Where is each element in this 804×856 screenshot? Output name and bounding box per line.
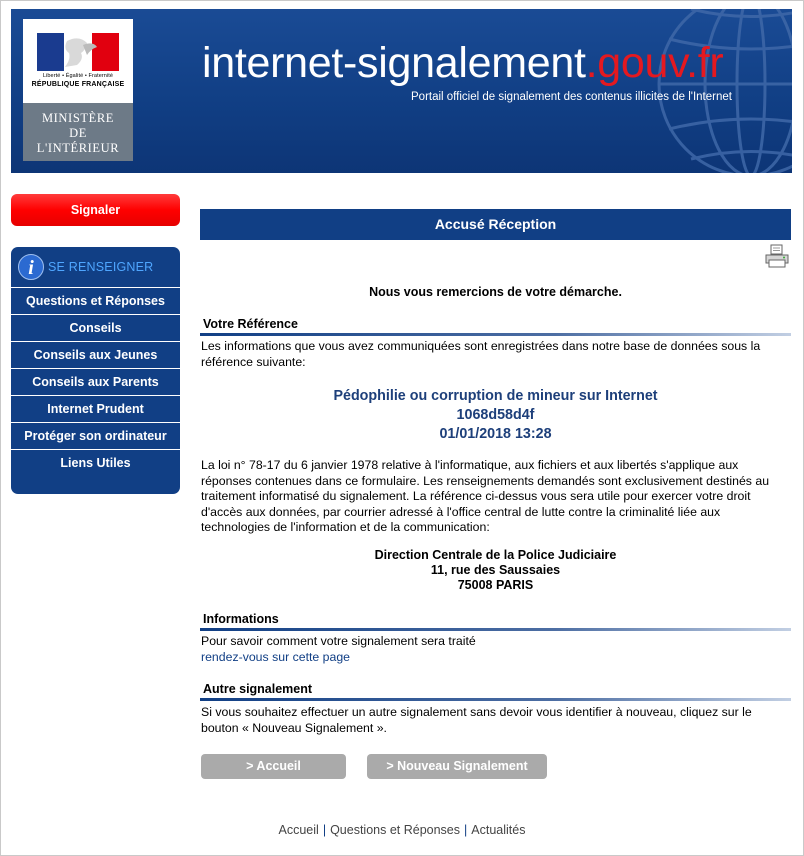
logo-ministry-line3: L'INTÉRIEUR (36, 141, 120, 155)
panel-title: SE RENSEIGNER (48, 260, 154, 274)
reference-heading (200, 317, 791, 331)
informations-heading-underline (200, 628, 791, 631)
marianne-logo-icon (37, 33, 119, 71)
sidebar-item-liens-utiles[interactable]: Liens Utiles (11, 449, 180, 476)
thanks-message: Nous vous remercions de votre démarche. (369, 285, 622, 299)
info-icon: i (18, 254, 44, 280)
address-line1: Direction Centrale de la Police Judiciaire (374, 548, 617, 562)
logo-republic: RÉPUBLIQUE FRANÇAISE (31, 81, 125, 88)
reference-intro: Les informations que vous avez communiquées sont enregistrées dans notre base de données sous la référence suivante: (201, 339, 761, 369)
informations-text (201, 634, 786, 665)
footer-separator: | (464, 823, 468, 837)
sidebar-item-conseils-jeunes[interactable]: Conseils aux Jeunes (11, 341, 180, 368)
sidebar-item-conseils-parents[interactable]: Conseils aux Parents (11, 368, 180, 395)
autre-signalement-text: Si vous souhaitez effectuer un autre signalement sans devoir vous identifier à nouveau, cliquez sur le bouton « Nouveau Signalement ». (201, 705, 752, 735)
se-renseigner-panel (11, 247, 180, 494)
panel-header (11, 247, 180, 287)
sidebar-item-conseils[interactable]: Conseils (11, 314, 180, 341)
reference-heading-underline (200, 333, 791, 336)
footer (0, 823, 804, 837)
main-content (200, 209, 791, 773)
reference-datetime: 01/01/2018 13:28 (439, 426, 552, 442)
site-header (11, 9, 792, 173)
autre-signalement-heading (200, 682, 791, 696)
signaler-button[interactable]: Signaler (11, 194, 180, 226)
postal-address (200, 548, 791, 593)
logo-ministry-line2: DE (69, 126, 87, 140)
sidebar-item-proteger-ordinateur[interactable]: Protéger son ordinateur (11, 422, 180, 449)
logo-ministry-line1: MINISTÈRE (41, 111, 115, 125)
reference-code: 1068d58d4f (456, 407, 535, 423)
page-title: Accusé Réception (200, 209, 791, 240)
sidebar-menu (11, 287, 180, 476)
autre-signalement-heading-underline (200, 698, 791, 701)
sidebar-item-questions-reponses[interactable]: Questions et Réponses (11, 287, 180, 314)
site-tagline: Portail officiel de signalement des contenus illicites de l'Internet (411, 91, 732, 103)
ministry-logo[interactable] (23, 19, 133, 161)
reference-heading-text: Votre Référence (203, 317, 298, 331)
footer-link-actualites[interactable]: Actualités (471, 823, 526, 837)
accueil-button[interactable]: > Accueil (201, 754, 346, 779)
footer-separator: | (322, 823, 327, 837)
footer-link-accueil[interactable]: Accueil (278, 823, 319, 837)
address-line3: 75008 PARIS (457, 578, 534, 592)
site-title-main: internet-signalement (202, 39, 586, 87)
printer-icon[interactable] (764, 243, 790, 269)
informations-text-line: Pour savoir comment votre signalement sera traité (201, 634, 476, 648)
site-title (202, 39, 723, 88)
site-title-suffix: gouv.fr (597, 39, 724, 87)
sidebar-item-internet-prudent[interactable]: Internet Prudent (11, 395, 180, 422)
informations-heading (200, 612, 791, 626)
law-text: La loi n° 78-17 du 6 janvier 1978 relative à l'informatique, aux fichiers et aux libertés s'applique aux réponses contenues dans ce formulaire. Les renseignements demandés sont exclusivement destinés au traitement informatisé du signalement. La référence ci-dessus vous sera utile pour exercer votre droit d'accès aux données, par courrier adressé à l'office central de lutte contre la criminalité liée aux technologies de l'information et de la communication: (201, 458, 770, 534)
footer-link-questions[interactable]: Questions et Réponses (330, 823, 461, 837)
reference-category: Pédophilie ou corruption de mineur sur Internet (333, 388, 658, 404)
reference-block (200, 387, 791, 444)
logo-motto: Liberté • Égalité • Fraternité (42, 73, 114, 79)
site-title-dot: . (585, 39, 598, 87)
informations-link[interactable]: rendez-vous sur cette page (201, 649, 351, 664)
informations-heading-text: Informations (203, 612, 279, 626)
address-line2: 11, rue des Saussaies (430, 563, 561, 577)
nouveau-signalement-button[interactable]: > Nouveau Signalement (367, 754, 547, 779)
logo-ministry (23, 103, 133, 161)
autre-signalement-heading-text: Autre signalement (203, 682, 313, 696)
